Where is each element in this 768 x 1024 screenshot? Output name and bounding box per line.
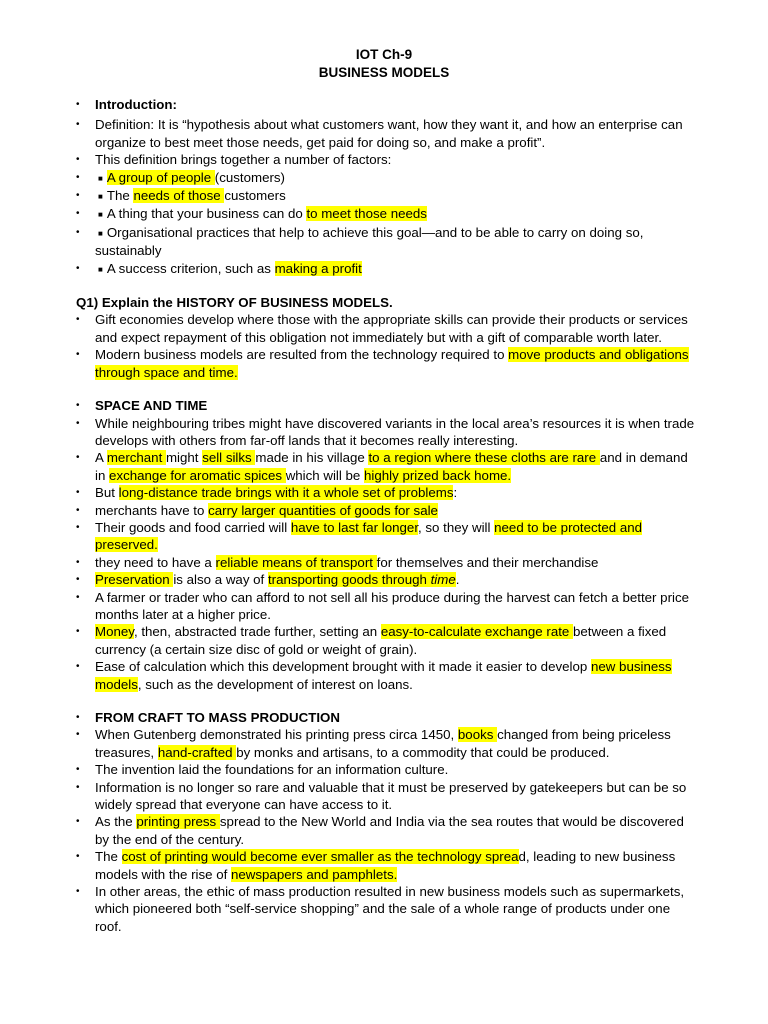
q1-heading: Q1) Explain the HISTORY OF BUSINESS MODELS.	[76, 295, 393, 311]
bullet-icon: •	[76, 556, 80, 568]
intro-heading-item	[76, 96, 696, 113]
list-item	[76, 224, 696, 260]
square-bullet-icon: ■	[98, 192, 103, 202]
bullet-icon: •	[76, 349, 80, 361]
text-run: d, leading to new business models with the rise of	[95, 849, 676, 882]
bullet-icon: •	[76, 851, 80, 863]
bullet-icon: •	[76, 504, 80, 516]
highlight: printing press	[136, 814, 220, 830]
highlight: to a region where these cloths are rare	[368, 450, 600, 466]
text-run: A success criterion, such as	[106, 260, 275, 276]
text-run: The	[95, 849, 122, 865]
text-run: made in his village	[255, 450, 369, 466]
highlight: have to last far longer	[290, 519, 419, 535]
list-item	[76, 151, 696, 168]
highlight: reliable means of transport	[215, 554, 377, 570]
text-run: Information is no longer so rare and valuable that it must be preserved by gatekeepers but can be so widely spread that everyone can have access to it.	[95, 779, 687, 813]
bullet-icon: •	[76, 226, 80, 238]
list-item	[76, 311, 696, 346]
highlight: new business models	[95, 659, 672, 692]
list-item	[76, 779, 696, 814]
highlight: move products and obligations through space and time.	[95, 347, 689, 380]
text-run: :	[453, 485, 458, 501]
highlight: sell silks	[202, 450, 256, 466]
list-item	[76, 116, 696, 151]
highlight: highly prized back home.	[364, 467, 512, 483]
bullet-icon: •	[76, 171, 80, 183]
list-item	[76, 169, 696, 187]
list-item	[76, 205, 696, 223]
list-item	[76, 346, 696, 381]
bullet-icon: •	[76, 661, 80, 673]
text-run: , such as the development of interest on loans.	[137, 676, 413, 692]
doc-subtitle: BUSINESS MODELS	[318, 65, 450, 80]
square-bullet-icon: ■	[98, 173, 103, 183]
list-item	[76, 187, 696, 205]
list-item	[76, 813, 696, 848]
list-item	[76, 589, 696, 624]
text-run: for themselves and their merchandise	[376, 554, 599, 570]
bullet-icon: •	[76, 729, 80, 741]
bullet-icon: •	[76, 781, 80, 793]
bullet-icon: •	[76, 764, 80, 776]
bullet-icon: •	[76, 262, 80, 274]
section-heading-item	[76, 709, 696, 726]
list-item	[76, 554, 696, 571]
bullet-icon: •	[76, 712, 80, 723]
text-run: , so they will	[418, 519, 495, 535]
list-item	[76, 726, 696, 761]
bullet-icon: •	[76, 190, 80, 202]
text-run: between a fixed currency (a certain size disc of gold or weight of grain).	[95, 624, 667, 657]
text-run: As the	[95, 814, 137, 830]
bullet-icon: •	[76, 452, 80, 464]
text-run: Modern business models are resulted from the technology required to	[95, 347, 509, 363]
text-run: changed from being priceless treasures,	[95, 727, 671, 760]
text-run: The invention laid the foundations for an information culture.	[95, 762, 449, 778]
text-run: merchants have to	[95, 502, 209, 518]
highlight: Preservation	[95, 572, 174, 588]
text-run: Their goods and food carried will	[95, 519, 291, 535]
definition-text: Definition: It is “hypothesis about what customers want, how they want it, and how an enterprise can organize to best meet those needs, get paid for doing so, and make a profit”.	[95, 117, 683, 150]
square-bullet-icon: ■	[98, 228, 103, 238]
bullet-icon: •	[76, 314, 80, 326]
bullet-icon: •	[76, 208, 80, 220]
highlight: merchant	[106, 450, 166, 466]
text-run: transporting goods through	[267, 572, 431, 588]
highlight: Money	[95, 624, 134, 640]
text-run: , then, abstracted trade further, setting an	[133, 624, 381, 640]
text-run: is also a way of	[173, 572, 268, 588]
document-body	[76, 96, 696, 935]
italic-run: time	[430, 572, 456, 588]
doc-title: IOT Ch-9	[355, 47, 413, 62]
text-run: spread to the New World and India via the sea routes that would be discovered by the end of the century.	[95, 814, 684, 847]
highlight: books	[457, 727, 498, 743]
text-run: While neighbouring tribes might have discovered variants in the local area’s resources it is when trade develops with others from far-off lands that it becomes really interesting.	[95, 415, 695, 448]
highlight: exchange for aromatic spices	[109, 467, 286, 483]
text-run: A	[95, 450, 107, 466]
list-item	[76, 571, 696, 588]
list-item	[76, 502, 696, 519]
craft-heading: FROM CRAFT TO MASS PRODUCTION	[95, 710, 340, 725]
highlight: newspapers and pamphlets.	[230, 866, 398, 882]
list-item	[76, 883, 696, 935]
bullet-icon: •	[76, 886, 80, 898]
text-run: (customers)	[214, 169, 285, 185]
list-item	[76, 623, 696, 658]
highlight: A group of people	[106, 169, 215, 185]
highlight: need to be protected and preserved.	[95, 519, 643, 553]
bullet-icon: •	[76, 816, 80, 828]
section-heading-item	[76, 397, 696, 414]
text-run: Organisational practices that help to achieve this goal—and to be able to carry on doing so, sustainably	[95, 224, 644, 259]
bullet-icon: •	[76, 574, 80, 586]
highlight	[268, 572, 456, 587]
list-item	[76, 415, 696, 450]
text-run: When Gutenberg demonstrated his printing press circa 1450,	[95, 727, 458, 743]
bullet-icon: •	[76, 99, 80, 110]
bullet-icon: •	[76, 626, 80, 638]
bullet-icon: •	[76, 119, 80, 131]
text-run: .	[455, 572, 460, 588]
bullet-icon: •	[76, 487, 80, 499]
bullet-icon: •	[76, 400, 80, 412]
highlight: long-distance trade brings with it a whole set of problems	[118, 485, 454, 501]
title-block	[0, 46, 768, 82]
highlight: to meet those needs	[306, 206, 427, 222]
list-item	[76, 761, 696, 778]
list-item	[76, 449, 696, 484]
text-run: Ease of calculation which this development brought with it made it easier to develop	[95, 659, 591, 675]
bullet-icon: •	[76, 521, 80, 533]
highlight: hand-crafted	[157, 744, 237, 760]
square-bullet-icon: ■	[98, 210, 103, 220]
bullet-icon: •	[76, 417, 80, 429]
text-run: A thing that your business can do	[106, 206, 307, 222]
space-time-heading: SPACE AND TIME	[95, 398, 208, 414]
text-run: might	[165, 450, 203, 466]
list-item	[76, 658, 696, 693]
list-item	[76, 260, 696, 278]
text-run: customers	[224, 188, 286, 204]
bullet-icon: •	[76, 154, 80, 166]
highlight: carry larger quantities of goods for sale	[208, 502, 438, 518]
list-item	[76, 519, 696, 554]
text-run: Gift economies develop where those with the appropriate skills can provide their products or services and expect repayment of this obligation not immediately but with a gift of comparable worth later.	[95, 312, 688, 345]
text-run: by monks and artisans, to a commodity that could be produced.	[236, 744, 610, 760]
text-run: But	[95, 485, 119, 501]
text-run: which will be	[285, 467, 365, 483]
highlight: easy-to-calculate exchange rate	[380, 624, 574, 640]
text-run: they need to have a	[95, 554, 216, 570]
factors-intro-text: This definition brings together a number of factors:	[95, 152, 392, 168]
highlight: making a profit	[274, 260, 362, 276]
highlight: cost of printing would become ever smaller as the technology sprea	[121, 849, 519, 865]
list-item	[76, 484, 696, 501]
text-run: A farmer or trader who can afford to not sell all his produce during the harvest can fetch a better price months later at a higher price.	[95, 589, 690, 622]
text-run: and in demand in	[95, 450, 688, 483]
bullet-icon: •	[76, 591, 80, 603]
intro-heading: Introduction:	[95, 97, 177, 112]
highlight: needs of those	[133, 188, 225, 204]
text-run: In other areas, the ethic of mass production resulted in new business models such as supermarkets, which pioneered both “self-service shopping” and the sale of a whole range of products under one roof.	[95, 884, 685, 934]
text-run: The	[106, 188, 134, 204]
square-bullet-icon: ■	[98, 264, 103, 274]
list-item	[76, 848, 696, 883]
